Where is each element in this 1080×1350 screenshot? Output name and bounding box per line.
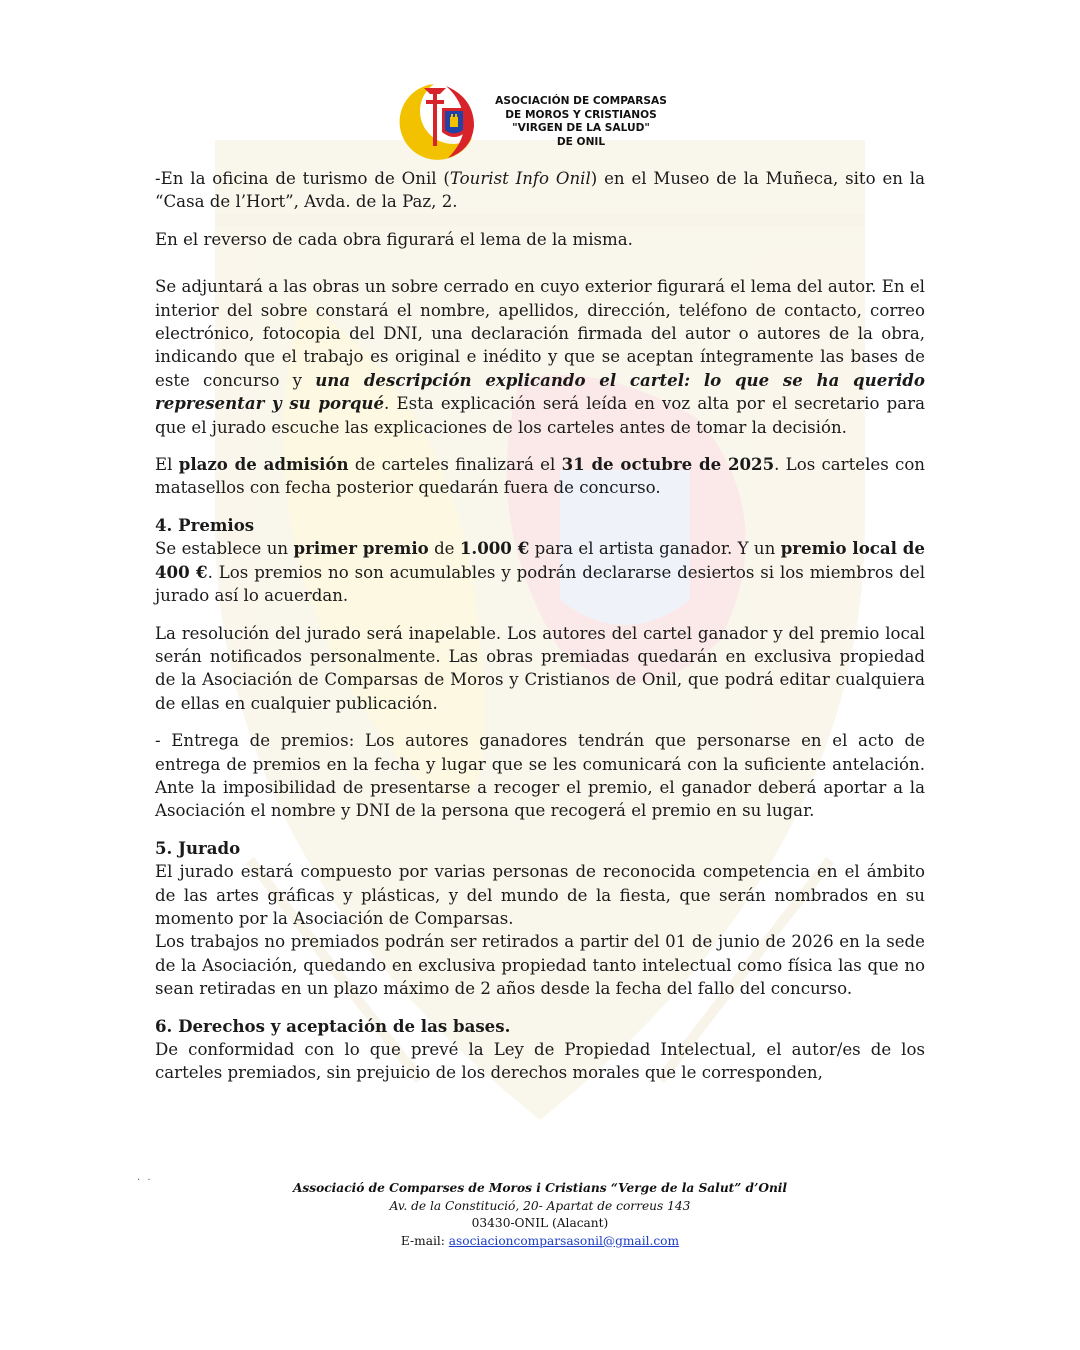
- footer-email-link[interactable]: asociacioncomparsasonil@gmail.com: [448, 1233, 680, 1248]
- association-name-line-2: DE MOROS Y CRISTIANOS: [505, 108, 657, 121]
- association-name-line-4: DE ONIL: [556, 135, 606, 148]
- paragraph-trabajos: Los trabajos no premiados podrán ser retirados a partir del 01 de junio de 2026 en la sede de la Asociación, quedando en exclusiva propiedad tanto intelectual como física las que no sean retiradas en un plazo máximo de 2 años desde la fecha del fallo del concurso.: [155, 932, 925, 999]
- paragraph-derechos: De conformidad con lo que prevé la Ley de Propiedad Intelectual, el autor/es de los carteles premiados, sin prejuicio de los derechos morales que le corresponden,: [155, 1040, 925, 1083]
- paragraph-resolucion: La resolución del jurado será inapelable. Los autores del cartel ganador y del premio local serán notificados personalmente. Las obras premiadas quedarán en exclusiva propiedad de la Asociación de Comparsas de Moros y Cristianos de Onil, que podrá editar cualquiera de ellas en cualquier publicación.: [155, 623, 925, 713]
- paragraph-entrega: - Entrega de premios: Los autores ganadores tendrán que personarse en el acto de entrega de premios en la fecha y lugar que se les comunicará con la suficiente antelación. Ante la imposibilidad de presentarse a recoger el premio, el ganador deberá aportar a la Asociación el nombre y DNI de la persona que recogerá el premio en su lugar.: [155, 731, 925, 821]
- footer-address: Av. de la Constitució, 20- Apartat de correus 143: [389, 1198, 691, 1213]
- paragraph-jurado: El jurado estará compuesto por varias personas de reconocida competencia en el ámbito de las artes gráficas y plásticas, y del mundo de la fiesta, que serán nombrados en su momento por la Asociación de Comparsas.: [155, 862, 925, 928]
- document-body: [155, 167, 925, 1085]
- letterhead: [388, 80, 698, 162]
- section-heading-derechos: 6. Derechos y aceptación de las bases.: [155, 1015, 511, 1036]
- footer-email-label: E-mail:: [400, 1233, 449, 1248]
- paragraph-plazo: El plazo de admisión de carteles finalizará el 31 de octubre de 2025. Los carteles con matasellos con fecha posterior quedarán fuera de concurso.: [155, 454, 925, 498]
- section-heading-jurado: 5. Jurado: [155, 837, 241, 858]
- paragraph-premios: Se establece un primer premio de 1.000 € para el artista ganador. Y un premio local de 400 €. Los premios no son acumulables y podrán declararse desiertos si los miembros del jurado así lo acuerdan.: [155, 538, 925, 606]
- association-name-line-3: "VIRGEN DE LA SALUD": [512, 122, 650, 134]
- association-name: [486, 95, 676, 149]
- section-heading-premios: 4. Premios: [155, 514, 255, 535]
- association-name-line-1: ASOCIACIÓN DE COMPARSAS: [495, 95, 667, 107]
- page-footer: [0, 1180, 1080, 1250]
- margin-dots: . .: [137, 1172, 153, 1183]
- paragraph-sobre: Se adjuntará a las obras un sobre cerrado en cuyo exterior figurará el lema del autor. En el interior del sobre constará el nombre, apellidos, dirección, teléfono de contacto, correo electrónico, fotocopia del DNI, una declaración firmada del autor o autores de la obra, indicando que el trabajo es original e inédito y que se aceptan íntegramente las bases de este concurso y una descripción explicando el cartel: lo que se ha querido representar y su porqué. Esta explicación será leída en voz alta por el secretario para que el jurado escuche las explicaciones de los carteles antes de tomar la decisión.: [155, 277, 925, 437]
- paragraph-tourist-office: -En la oficina de turismo de Onil (Tourist Info Onil) en el Museo de la Muñeca, sito en la “Casa de l’Hort”, Avda. de la Paz, 2.: [155, 169, 925, 212]
- footer-postal-code: 03430-ONIL (Alacant): [471, 1216, 609, 1230]
- comparsas-crest-logo-icon: [388, 80, 482, 162]
- footer-association-name: Associació de Comparses de Moros i Cristians “Verge de la Salut” d’Onil: [292, 1181, 788, 1195]
- footer-email-line: [0, 1233, 1080, 1251]
- paragraph-reverso: En el reverso de cada obra figurará el lema de la misma.: [155, 229, 633, 249]
